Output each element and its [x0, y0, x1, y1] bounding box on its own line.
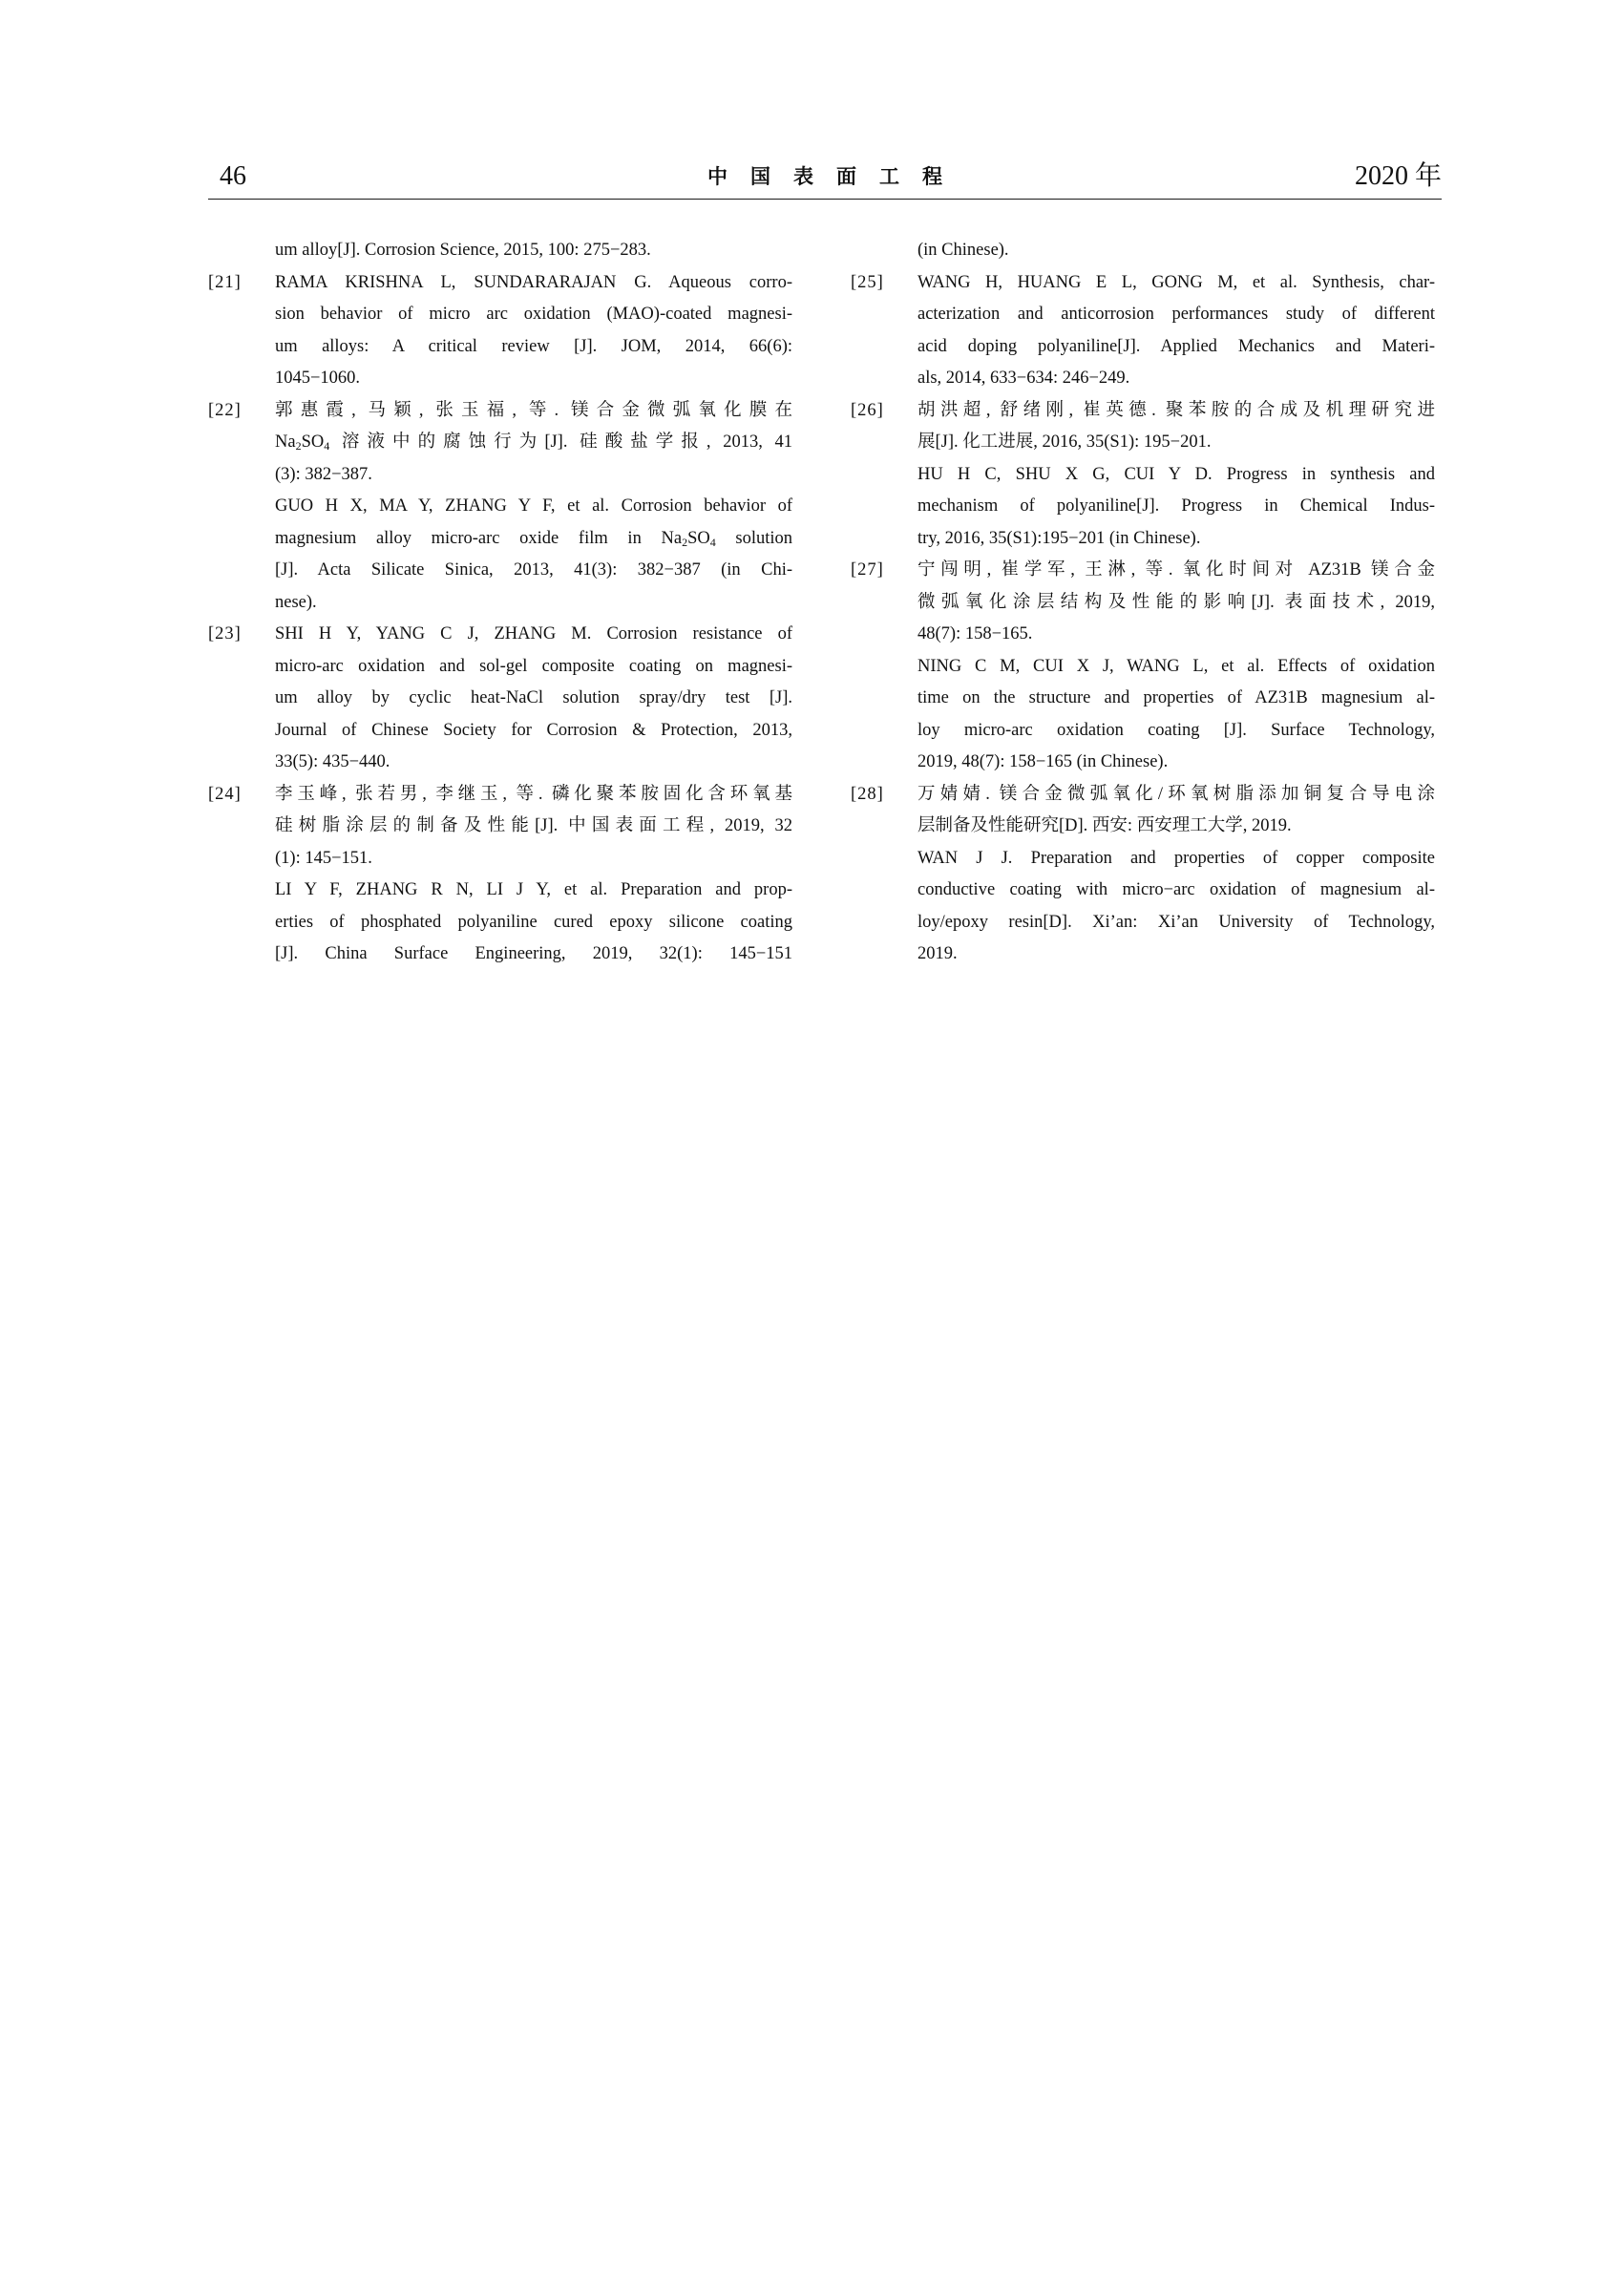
- reference-line: (3): 382−387.: [275, 464, 372, 484]
- reference-line: nese).: [275, 592, 317, 612]
- reference-24: [208, 779, 792, 971]
- reference-number: [28]: [851, 784, 884, 804]
- reference-line: acid doping polyaniline[J]. Applied Mechanics and Materi-: [917, 336, 1435, 356]
- reference-line: 48(7): 158−165.: [917, 624, 1033, 643]
- reference-line: SHI H Y, YANG C J, ZHANG M. Corrosion resistance of: [275, 624, 792, 643]
- reference-line: micro-arc oxidation and sol-gel composite coating on magnesi-: [275, 656, 792, 676]
- reference-line: loy/epoxy resin[D]. Xi’an: Xi’an University of Technology,: [917, 912, 1435, 932]
- formula-text: $Na_2SO_4$: [275, 432, 330, 453]
- reference-line: um alloy[J]. Corrosion Science, 2015, 100: 275−283.: [275, 241, 651, 260]
- reference-line: 33(5): 435−440.: [275, 752, 390, 771]
- reference-line: um alloys: A critical review [J]. JOM, 2014, 66(6):: [275, 336, 792, 356]
- reference-27: [851, 555, 1435, 779]
- reference-line: conductive coating with micro−arc oxidation of magnesium al-: [917, 880, 1435, 899]
- reference-line: HU H C, SHU X G, CUI Y D. Progress in synthesis and: [917, 464, 1435, 484]
- reference-number: [26]: [851, 400, 884, 420]
- reference-line: time on the structure and properties of AZ31B magnesium al-: [917, 688, 1435, 707]
- reference-line: 硅树脂涂层的制备及性能[J]. 中国表面工程, 2019, 32: [275, 816, 792, 835]
- reference-line: (1): 145−151.: [275, 848, 372, 868]
- reference-line: sion behavior of micro arc oxidation (MAO)-coated magnesi-: [275, 305, 792, 324]
- publication-year: 2020 年: [1354, 161, 1442, 191]
- reference-line: 2019, 48(7): 158−165 (in Chinese).: [917, 752, 1169, 771]
- reference-line-with-formula: $Na_2SO_4$ 溶液中的腐蚀行为[J]. 硅酸盐学报, 2013, 41: [275, 432, 793, 453]
- reference-line: loy micro-arc oxidation coating [J]. Surface Technology,: [917, 720, 1435, 740]
- reference-line: 万婧婧. 镁合金微弧氧化/环氧树脂添加铜复合导电涂: [917, 784, 1435, 804]
- reference-number: [22]: [208, 400, 242, 420]
- reference-column-right: [851, 235, 1435, 971]
- reference-23: [208, 619, 792, 779]
- reference-line: 李玉峰, 张若男, 李继玉, 等. 磷化聚苯胺固化含环氧基: [275, 784, 792, 804]
- reference-line: try, 2016, 35(S1):195−201 (in Chinese).: [917, 528, 1201, 548]
- reference-line: 1045−1060.: [275, 369, 361, 388]
- reference-number: [24]: [208, 784, 242, 804]
- reference-line: 2019.: [917, 944, 958, 963]
- reference-line: 宁闯明, 崔学军, 王淋, 等. 氧化时间对 AZ31B 镁合金: [917, 560, 1435, 580]
- reference-25: [851, 267, 1435, 395]
- reference-line: erties of phosphated polyaniline cured epoxy silicone coating: [275, 912, 792, 932]
- reference-line: 层制备及性能研究[D]. 西安: 西安理工大学, 2019.: [917, 816, 1292, 835]
- reference-line: RAMA KRISHNA L, SUNDARARAJAN G. Aqueous corro-: [275, 272, 792, 292]
- journal-title: 中国表面工程: [707, 165, 965, 188]
- reference-column-left: [208, 235, 792, 971]
- reference-line: WAN J J. Preparation and properties of copper composite: [917, 848, 1435, 868]
- reference-line-with-formula: magnesium alloy micro-arc oxide film in $Na_2SO_4$ solution: [275, 528, 793, 549]
- reference-22: [208, 395, 792, 620]
- reference-line: 胡洪超, 舒绪刚, 崔英德. 聚苯胺的合成及机理研究进: [917, 400, 1435, 420]
- reference-number: [23]: [208, 624, 242, 643]
- reference-line: 郭惠霞, 马颖, 张玉福, 等. 镁合金微弧氧化膜在: [275, 400, 792, 420]
- reference-28: [851, 779, 1435, 971]
- reference-line: [J]. Acta Silicate Sinica, 2013, 41(3): 382−387 (in Chi-: [275, 560, 792, 580]
- formula-text: $Na_2SO_4$: [661, 528, 716, 549]
- page-number: 46: [220, 161, 246, 191]
- reference-21: [208, 267, 792, 395]
- reference-line: [J]. China Surface Engineering, 2019, 32(1): 145−151: [275, 944, 792, 963]
- reference-line: als, 2014, 633−634: 246−249.: [917, 369, 1130, 388]
- reference-number: [27]: [851, 560, 884, 580]
- reference-24-continuation: [851, 235, 1435, 267]
- reference-line: NING C M, CUI X J, WANG L, et al. Effects of oxidation: [917, 656, 1435, 676]
- reference-26: [851, 395, 1435, 556]
- reference-line: 展[J]. 化工进展, 2016, 35(S1): 195−201.: [917, 432, 1212, 452]
- reference-line: mechanism of polyaniline[J]. Progress in Chemical Indus-: [917, 496, 1435, 516]
- running-head: [208, 158, 1442, 200]
- reference-line: 微弧氧化涂层结构及性能的影响[J]. 表面技术, 2019,: [917, 592, 1435, 612]
- reference-line: acterization and anticorrosion performances study of different: [917, 305, 1435, 324]
- reference-number: [25]: [851, 272, 884, 292]
- reference-line: (in Chinese).: [917, 241, 1009, 260]
- reference-line: um alloy by cyclic heat-NaCl solution spray/dry test [J].: [275, 688, 792, 707]
- reference-line: Journal of Chinese Society for Corrosion & Protection, 2013,: [275, 720, 792, 740]
- reference-line: WANG H, HUANG E L, GONG M, et al. Synthesis, char-: [917, 272, 1435, 292]
- reference-number: [21]: [208, 272, 242, 292]
- reference-line: LI Y F, ZHANG R N, LI J Y, et al. Preparation and prop-: [275, 880, 792, 899]
- reference-20-continuation: [208, 235, 792, 267]
- reference-line: GUO H X, MA Y, ZHANG Y F, et al. Corrosion behavior of: [275, 496, 792, 516]
